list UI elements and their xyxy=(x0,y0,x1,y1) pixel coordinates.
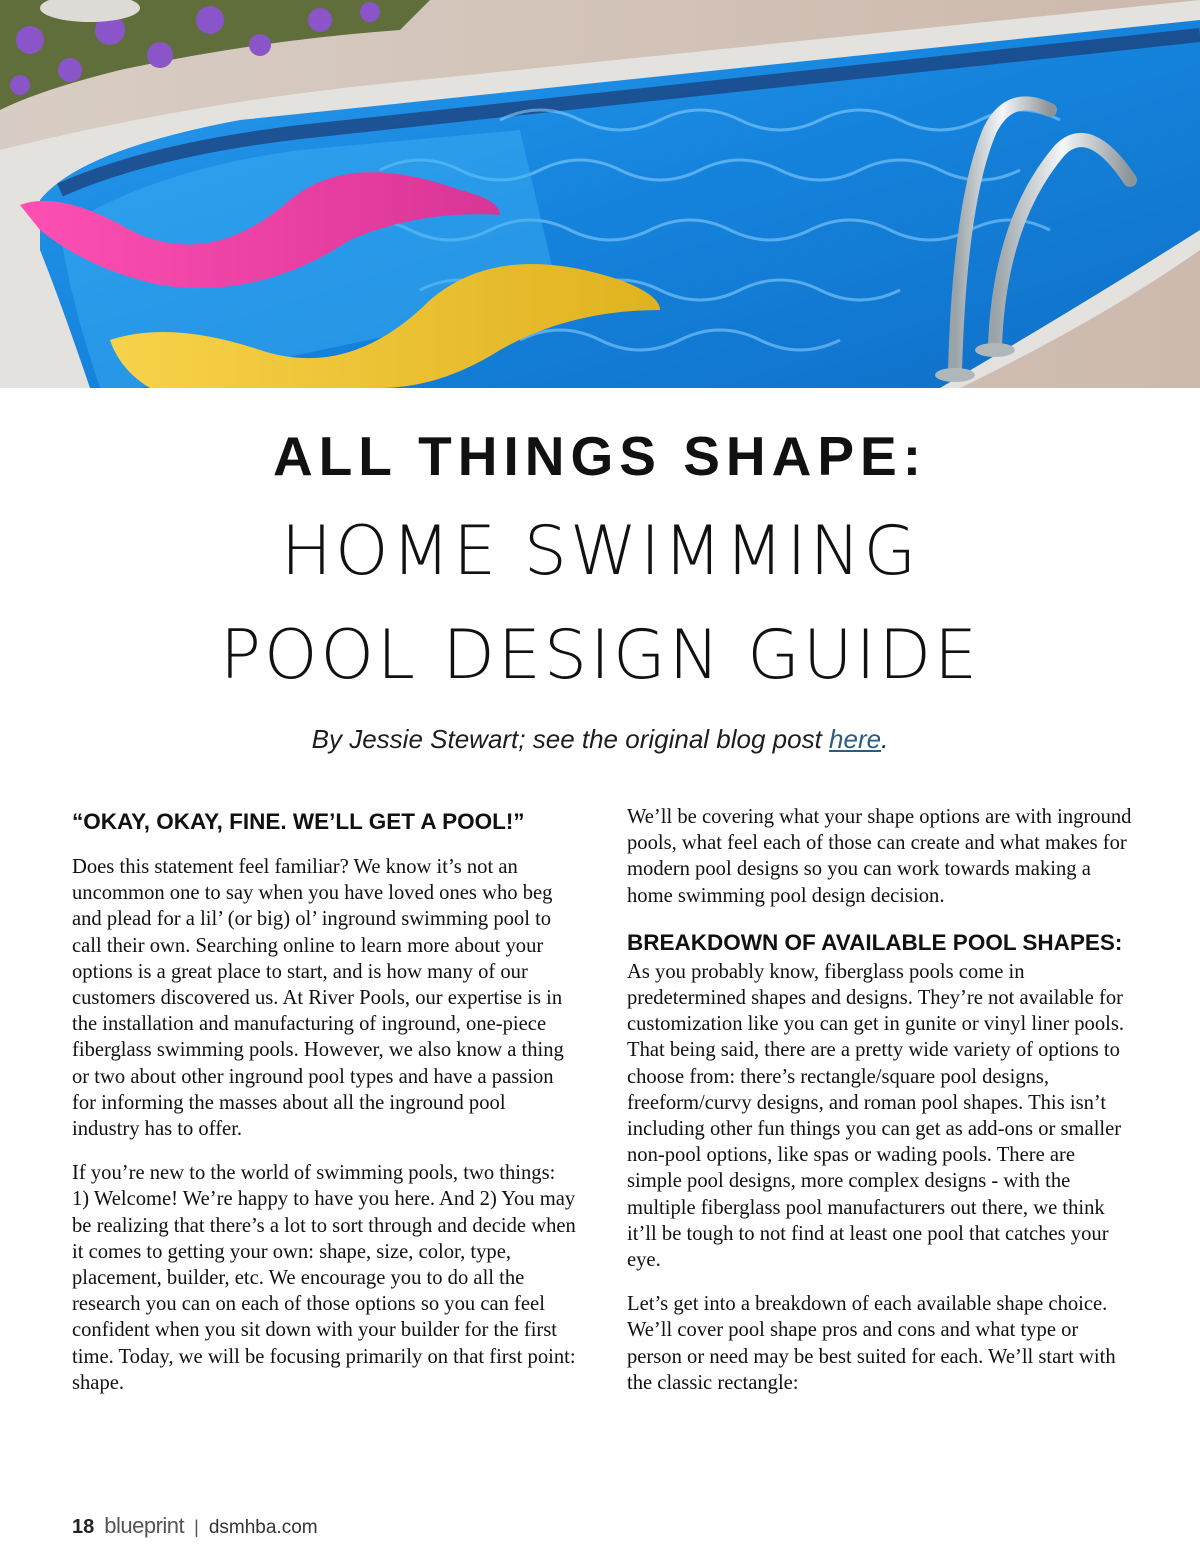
section-heading-okay: “OKAY, OKAY, FINE. WE’LL GET A POOL!” xyxy=(72,809,525,834)
title-line-1: HOME SWIMMING xyxy=(280,512,920,591)
section-heading-breakdown: BREAKDOWN OF AVAILABLE POOL SHAPES: xyxy=(627,929,1123,955)
body-paragraph: Let’s get into a breakdown of each available shape choice. We’ll cover pool shape pros and cons and what type or person or need may be best suited for each. We’ll start with the classic rectangle: xyxy=(627,1293,1116,1394)
page-number: 18 xyxy=(72,1516,95,1538)
blueprint-logo: blueprint xyxy=(104,1513,185,1538)
right-column xyxy=(627,804,1132,1396)
pool-photo xyxy=(0,0,1200,388)
footer-separator: | xyxy=(194,1517,199,1537)
body-paragraph: As you probably know, fiberglass pools come in predetermined shapes and designs. They’re not available for customization like you can get in gunite or vinyl liner pools. That being said, there are a pretty wide variety of options to choose from: there’s rectangle/square pool designs, freeform/curvy designs, and roman pool shapes. This isn’t including other fun things you can get as add-ons or smaller non-pool options, like spas or wading pools. There are simple pool designs, more complex designs - with the multiple fiberglass pool manufacturers out there, we think it’ll be tough to not find at least one pool that catches your eye. xyxy=(627,960,1125,1272)
site-url[interactable]: dsmhba.com xyxy=(208,1517,318,1538)
hero-image xyxy=(0,0,1200,388)
page-title xyxy=(0,500,1200,708)
intro-paragraph: We’ll be covering what your shape options are with inground pools, what feel each of those can create and what makes for modern pool designs so you can work towards making a home swimming pool design decision. xyxy=(627,806,1132,907)
byline xyxy=(0,724,1200,755)
headline-kicker: ALL THINGS SHAPE: xyxy=(272,425,928,487)
page-footer xyxy=(72,1513,318,1543)
body-paragraph: If you’re new to the world of swimming pools, two things: 1) Welcome! We’re happy to have you here. And 2) You may be realizing that there’s a lot to sort through and decide when it comes to getting your own: shape, size, color, type, placement, builder, etc. We encourage you to do all the research you can on each of those options so you can feel confident when you sit down with your builder for the first time. Today, we will be focusing primarily on that first point: shape. xyxy=(72,1162,576,1394)
byline-text: By Jessie Stewart; see the original blog post xyxy=(311,724,830,754)
body-paragraph: Does this statement feel familiar? We know it’s not an uncommon one to say when you have loved ones who beg and plead for a lil’ (or big) ol’ inground swimming pool to call their own. Searching online to learn more about your options is a great place to start, and is how many of our customers discovered us. At River Pools, our expertise is in the installation and manufacturing of inground, one-piece fiberglass swimming pools. However, we also know a thing or two about other inground pool types and have a passion for informing the masses about all the inground pool industry has to offer. xyxy=(72,856,564,1141)
original-post-link[interactable]: here xyxy=(829,724,882,754)
title-line-2: POOL DESIGN GUIDE xyxy=(219,616,981,695)
byline-end: . xyxy=(881,724,889,754)
left-column xyxy=(72,804,577,1396)
